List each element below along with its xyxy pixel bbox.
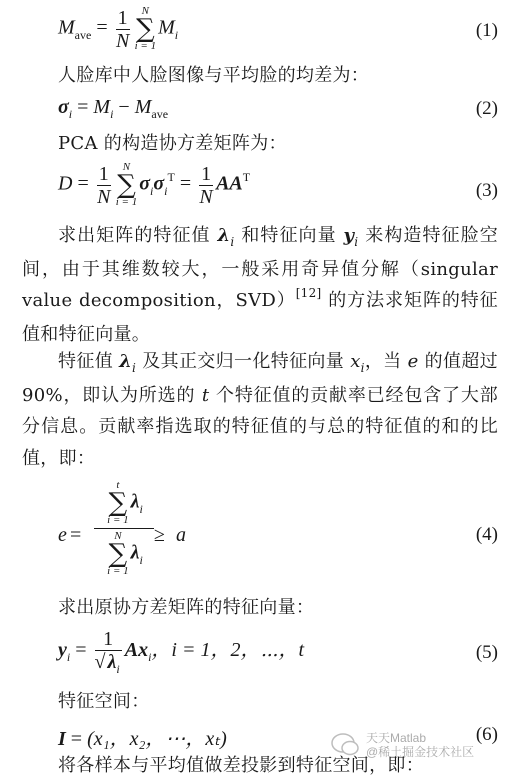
para2-part1: 特征值 <box>58 351 120 372</box>
eq3-sum-top: N <box>122 161 131 173</box>
para1-y-sub: i <box>354 235 359 249</box>
eq4-den-bot: i = 1 <box>107 565 129 577</box>
eq2-m-sub: i <box>110 107 114 121</box>
eq6-equals: = <box>65 728 88 750</box>
eq4-den-top: N <box>114 530 122 542</box>
eq3-number: (3) <box>475 180 498 201</box>
eq5-equals: = <box>70 639 92 662</box>
eq4-num-term: λ <box>130 490 140 513</box>
eq3-sum <box>116 162 137 208</box>
eq4-ge: ≥ <box>154 524 165 546</box>
eq1-sum <box>135 6 156 52</box>
para2-part3: ，当 <box>364 351 408 372</box>
eq4-denominator <box>94 529 154 577</box>
eq4-den-term: λ <box>130 541 140 564</box>
para2-part2: 及其正交归一化特征向量 <box>136 351 351 372</box>
paragraph-1 <box>22 220 498 350</box>
watermark <box>330 725 510 765</box>
eq2-m2-sub: ave <box>151 107 169 121</box>
text-1: 人脸库中人脸图像与平均脸的均差为： <box>58 65 370 86</box>
watermark-text <box>366 731 474 759</box>
eq1-num: 1 <box>117 6 128 29</box>
eq3-den2: N <box>199 185 213 208</box>
eq4-num-bot: i = 1 <box>107 514 129 526</box>
equation-1 <box>58 6 498 56</box>
eq5-y-sub: i <box>66 650 71 665</box>
eq5-number: (5) <box>475 642 498 663</box>
eq1-sum-bot: i = 1 <box>134 40 157 52</box>
eq5-y: y <box>58 639 67 662</box>
para2-part5: 个特征值的贡献率已经包含了大部分信息。贡献率指选取的特征值的与总的特征值的和的比值，即： <box>22 384 498 469</box>
sigma-sum-symbol: ∑ <box>117 170 136 200</box>
eq3-sum-bot: i = 1 <box>115 196 138 208</box>
para2-x: x <box>350 351 361 372</box>
eq5-num: 1 <box>95 628 122 651</box>
sigma-sum-symbol: ∑ <box>108 488 128 518</box>
para2-part4: 的值超过 90%，即认为所选的 <box>22 351 498 406</box>
eq5-fraction <box>95 628 122 675</box>
eq4-lhs: e <box>58 524 67 546</box>
eq5-root-sub: i <box>116 662 120 676</box>
eq1-term-sub: i <box>174 27 179 42</box>
eq4-a: a <box>176 524 186 546</box>
eq3-term2-sub: i <box>164 183 168 198</box>
para1-part3: 来构造特征脸空间，由于其维数较大，一般采用奇异值分解（singular value decomposition，SVD） <box>22 225 499 311</box>
citation-ref: [12] <box>295 286 322 300</box>
eq4-num-sum <box>107 480 128 526</box>
eq3-lhs: D <box>58 172 73 195</box>
eq3-equals-2: = <box>174 172 197 195</box>
eq4-den-sub: i <box>139 552 143 567</box>
eq3-term2: σ <box>153 172 165 195</box>
eq2-sigma: σ <box>58 96 69 118</box>
eq5-ax-sub: i <box>148 650 152 665</box>
equation-3 <box>58 162 498 218</box>
eq4-num-sub: i <box>139 501 143 516</box>
para1-part1: 求出矩阵的特征值 <box>58 225 218 246</box>
eq5-root: λ <box>107 651 117 673</box>
eq1-lhs-sub: ave <box>74 27 92 42</box>
para1-part4: 的方法求矩阵的特征值和特征向量。 <box>22 290 498 345</box>
para1-part2: 和特征向量 <box>234 225 344 246</box>
eq6-number: (6) <box>475 724 498 745</box>
para2-e: e <box>407 351 419 372</box>
eq2-minus: − <box>113 96 135 118</box>
eq5-rest: ，i = 1，2，⋯，t <box>151 639 305 662</box>
eq3-den: N <box>97 185 111 208</box>
paragraph-2 <box>22 346 498 474</box>
text-3: 求出原协方差矩阵的特征向量： <box>58 597 315 618</box>
eq3-term-sub: i <box>150 183 154 198</box>
sigma-sum-symbol: ∑ <box>136 14 155 44</box>
eq1-fraction <box>116 7 130 52</box>
text-2: PCA 的构造协方差矩阵为： <box>58 133 287 154</box>
eq2-equals: = <box>72 96 94 118</box>
eq2-sigma-sub: i <box>68 107 73 121</box>
equation-5 <box>58 628 498 684</box>
eq3-fraction-2 <box>199 163 213 208</box>
watermark-line2: @稀土掘金技术社区 <box>366 745 475 759</box>
eq3-aa: AA <box>216 172 243 195</box>
para2-lambda: λ <box>119 351 133 372</box>
equation-4 <box>58 480 498 590</box>
eq4-number: (4) <box>475 524 498 545</box>
eq3-term2-sup: T <box>167 169 175 184</box>
eq3-aa-sup: T <box>242 169 251 184</box>
para2-lambda-sub: i <box>132 361 137 375</box>
eq1-sum-top: N <box>141 5 150 17</box>
eq3-equals: = <box>72 172 94 195</box>
eq1-term: M <box>158 16 175 39</box>
eq1-number: (1) <box>475 20 498 41</box>
eq1-equals: = <box>91 16 113 39</box>
eq6-body: (x₁，x₂，⋯，xₜ) <box>87 728 227 750</box>
eq4-numerator <box>94 480 154 529</box>
eq3-term: σ <box>139 172 150 195</box>
eq3-num2: 1 <box>201 162 212 185</box>
para1-lambda: λ <box>217 225 231 246</box>
eq4-fraction <box>94 480 154 577</box>
eq5-den <box>95 651 122 675</box>
sqrt-symbol: √ $\lambda_i$ <box>94 651 120 676</box>
eq4-den-sum <box>107 531 128 577</box>
sigma-sum-symbol: ∑ <box>108 539 128 569</box>
chat-bubble-icon <box>330 731 360 759</box>
equation-2 <box>58 96 498 126</box>
eq1-lhs: M <box>58 16 75 39</box>
text-5: 将各样本与平均值做差投影到特征空间，即： <box>58 755 424 776</box>
watermark-line1: 天天Matlab <box>366 731 427 745</box>
para2-t: t <box>201 384 210 406</box>
eq2-number: (2) <box>475 98 498 119</box>
text-4: 特征空间： <box>58 691 150 712</box>
eq4-num-top: t <box>116 479 120 491</box>
para2-x-sub: i <box>360 361 365 375</box>
eq6-lhs: I <box>58 728 66 750</box>
eq1-den: N <box>115 29 130 52</box>
eq3-num: 1 <box>98 162 109 185</box>
para1-lambda-sub: i <box>230 235 235 249</box>
para1-y: y <box>343 225 355 246</box>
eq3-fraction <box>97 163 111 208</box>
eq4-equals: = <box>70 524 82 546</box>
eq5-ax: Ax <box>124 639 149 662</box>
eq2-m2: M <box>134 96 152 118</box>
eq2-m: M <box>93 96 111 118</box>
